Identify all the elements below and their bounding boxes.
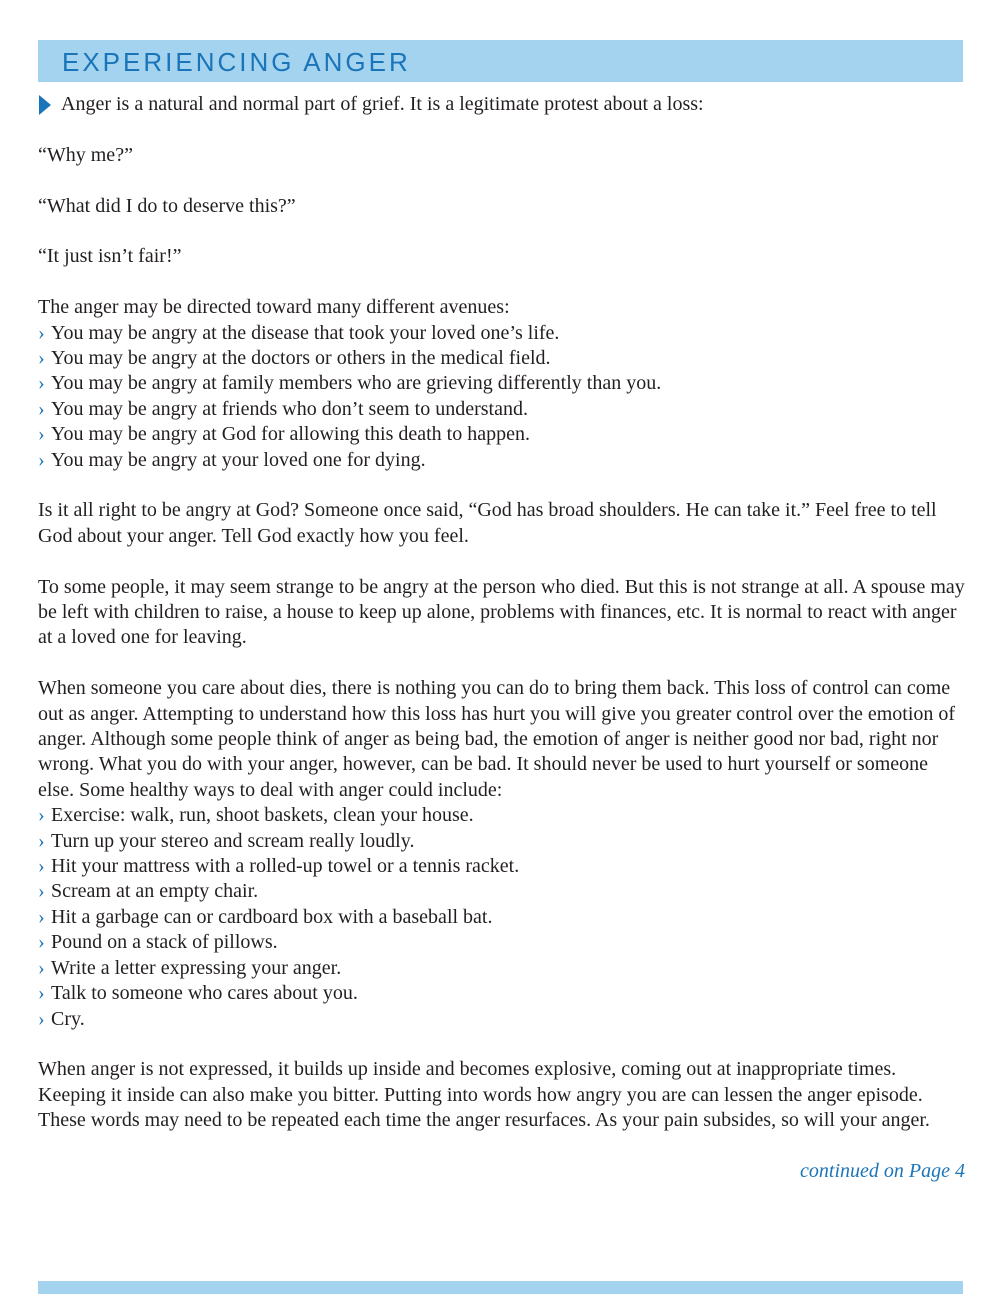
list-item	[38, 422, 965, 447]
list-item-text: Cry.	[51, 1007, 85, 1030]
list-item	[38, 371, 965, 396]
list-item	[38, 905, 965, 930]
chevron-bullet-icon: ›	[38, 372, 45, 395]
list-item-text: Hit a garbage can or cardboard box with a baseball bat.	[51, 905, 493, 928]
list-item	[38, 448, 965, 473]
section-header-band	[38, 40, 963, 82]
list-item-text: You may be angry at God for allowing this death to happen.	[51, 423, 530, 446]
chevron-bullet-icon: ›	[38, 397, 45, 420]
list-item	[38, 321, 965, 346]
section-title: EXPERIENCING ANGER	[62, 46, 411, 77]
lead-text: Anger is a natural and normal part of grief. It is a legitimate protest about a loss:	[61, 93, 704, 115]
chevron-bullet-icon: ›	[38, 1007, 45, 1030]
list-item-text: You may be angry at friends who don’t seem to understand.	[51, 397, 528, 420]
chevron-bullet-icon: ›	[38, 880, 45, 903]
list-item	[38, 346, 965, 371]
paragraph-unexpressed: When anger is not expressed, it builds up inside and becomes explosive, coming out at inappropriate times. Keeping it inside can also make you bitter. Putting into words how angry you are can lessen the anger episode. These words may need to be repeated each time the anger resurfaces. As your pain subsides, so will your anger.	[38, 1058, 930, 1132]
list-item	[38, 829, 965, 854]
list-item-text: Exercise: walk, run, shoot baskets, clean your house.	[51, 804, 474, 827]
list-item-text: Pound on a stack of pillows.	[51, 931, 278, 954]
list-item-text: Turn up your stereo and scream really loudly.	[51, 829, 415, 852]
page-content	[38, 92, 965, 1184]
chevron-bullet-icon: ›	[38, 931, 45, 954]
list-item	[38, 1007, 965, 1032]
list-item	[38, 879, 965, 904]
avenues-intro: The anger may be directed toward many different avenues:	[38, 296, 510, 319]
paragraph-strange: To some people, it may seem strange to be angry at the person who died. But this is not strange at all. A spouse may be left with children to raise, a house to keep up alone, problems with finances, etc. It is normal to react with anger at a loved one for leaving.	[38, 575, 965, 649]
chevron-bullet-icon: ›	[38, 423, 45, 446]
chevron-bullet-icon: ›	[38, 804, 45, 827]
list-item	[38, 803, 965, 828]
chevron-bullet-icon: ›	[38, 956, 45, 979]
list-item-text: Write a letter expressing your anger.	[51, 956, 342, 979]
arrow-bullet-icon	[39, 95, 51, 115]
paragraph-control: When someone you care about dies, there is nothing you can do to bring them back. This loss of control can come out as anger. Attempting to understand how this loss has hurt you will give you greater control over the emotion of anger. Although some people think of anger as being bad, the emotion of anger is neither good nor bad, right nor wrong. What you do with your anger, however, can be bad. It should never be used to hurt yourself or someone else. Some healthy ways to deal with anger could include:	[38, 677, 956, 801]
chevron-bullet-icon: ›	[38, 321, 45, 344]
chevron-bullet-icon: ›	[38, 347, 45, 369]
list-item-text: You may be angry at the disease that took your loved one’s life.	[51, 321, 560, 344]
lead-paragraph	[38, 92, 965, 117]
continued-note: continued on Page 4	[800, 1159, 965, 1182]
healthy-ways-list	[38, 803, 965, 1032]
list-item	[38, 854, 965, 879]
chevron-bullet-icon: ›	[38, 905, 45, 928]
avenues-list	[38, 321, 965, 473]
list-item-text: You may be angry at the doctors or others in the medical field.	[51, 347, 551, 369]
list-item-text: You may be angry at your loved one for dying.	[51, 448, 426, 471]
list-item-text: Scream at an empty chair.	[51, 880, 259, 903]
list-item-text: Hit your mattress with a rolled-up towel or a tennis racket.	[51, 855, 520, 878]
quote-line: “Why me?”	[38, 143, 133, 166]
quote-line: “What did I do to deserve this?”	[38, 194, 296, 217]
chevron-bullet-icon: ›	[38, 829, 45, 852]
list-item-text: You may be angry at family members who are grieving differently than you.	[51, 372, 662, 395]
chevron-bullet-icon: ›	[38, 855, 45, 878]
chevron-bullet-icon: ›	[38, 982, 45, 1005]
list-item-text: Talk to someone who cares about you.	[51, 982, 358, 1005]
list-item	[38, 397, 965, 422]
footer-band	[38, 1281, 963, 1294]
list-item	[38, 956, 965, 981]
chevron-bullet-icon: ›	[38, 448, 45, 471]
list-item	[38, 981, 965, 1006]
list-item	[38, 930, 965, 955]
paragraph-god: Is it all right to be angry at God? Someone once said, “God has broad shoulders. He can take it.” Feel free to tell God about your anger. Tell God exactly how you feel.	[38, 499, 937, 547]
quote-line: “It just isn’t fair!”	[38, 245, 182, 268]
